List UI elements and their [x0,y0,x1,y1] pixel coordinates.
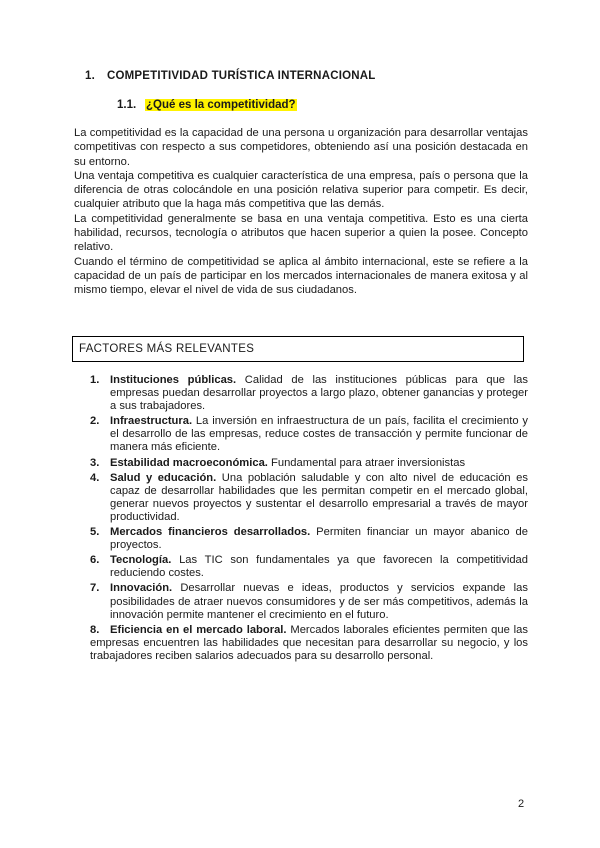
factor-item [90,415,528,454]
factor-number: 2. [90,415,100,428]
factor-title: Innovación. [110,582,173,595]
factor-text: Las TIC son fundamentales ya que favorecen la competitividad reduciendo costes. [110,554,528,580]
factor-item [90,554,528,580]
factor-item [90,582,528,621]
factor-text: Fundamental para atraer inversionistas [267,456,466,469]
factor-text: Permiten financiar un mayor abanico de proyectos. [110,526,528,552]
factor-number: 4. [90,471,100,484]
factors-box-title: FACTORES MÁS RELEVANTES [72,336,524,362]
factor-title: Mercados financieros desarrollados. [110,526,311,539]
factor-text: Desarrollar nuevas e ideas, productos y servicios expande las posibilidades de atraer nuevos consumidores y de ser más competitivos, además la innovación permite mantener el crecimiento en el futuro. [110,582,528,621]
factor-item [90,624,528,663]
subsection-heading-number: 1.1. [117,99,137,111]
factor-number: 5. [90,526,100,539]
factor-title: Eficiencia en el mercado laboral. [110,623,287,636]
paragraph: La competitividad generalmente se basa en una ventaja competitiva. Esto es una cierta habilidad, recursos, tecnología o atributos que hacen superior a quien la posee. Concepto relativo. [74,212,528,254]
section-heading-title: COMPETITIVIDAD TURÍSTICA INTERNACIONAL [107,70,376,82]
paragraph: Cuando el término de competitividad se aplica al ámbito internacional, este se refiere a la capacidad de un país de participar en los mercados internacionales de manera exitosa y al mismo tiempo, elevar el nivel de vida de sus ciudadanos. [74,255,528,297]
factor-number: 8. [90,623,100,636]
factor-text: La inversión en infraestructura de un país, facilita el crecimiento y el desarrollo de las empresas, reduce costes de transacción y permite funcionar de manera más eficiente. [110,415,528,454]
page-number: 2 [518,798,525,810]
body-text [74,126,528,298]
subsection-heading-title: ¿Qué es la competitividad? [146,99,296,111]
factor-title: Salud y educación. [110,471,217,484]
section-heading [85,70,375,82]
factor-number: 7. [90,582,100,595]
factor-title: Instituciones públicas. [110,374,237,386]
factor-text: Mercados laborales eficientes permiten que las empresas encuentren las habilidades que necesitan para desarrollar su negocio, y los trabajadores reciben salarios adecuados para su desarrollo personal. [90,623,528,662]
factor-item [90,374,528,413]
factor-title: Estabilidad macroeconómica. [110,456,268,469]
section-heading-number: 1. [85,70,95,82]
factor-number: 3. [90,456,100,469]
factors-list [90,374,528,665]
factor-number: 6. [90,554,100,567]
factor-title: Tecnología. [110,554,172,567]
factor-text: Calidad de las instituciones públicas para que las empresas puedan desarrollar proyectos a largo plazo, obtener ganancias y proteger a sus trabajadores. [110,374,528,413]
factor-text: Una población saludable y con alto nivel de educación es capaz de desarrollar habilidades que les permitan competir en el mercado global, generar nuevos proyectos y sustentar el desarrollo empresarial a través de mayor productividad. [110,471,529,523]
factor-item [90,526,528,552]
subsection-heading [117,99,297,111]
paragraph: La competitividad es la capacidad de una persona u organización para desarrollar ventajas competitivas con respecto a sus competidores, obteniendo así una posición destacada en su entorno. [74,127,528,168]
factor-item [90,472,528,524]
factor-title: Infraestructura. [110,415,193,428]
factor-item [90,457,528,470]
paragraph: Una ventaja competitiva es cualquier característica de una empresa, país o persona que la diferencia de otras colocándole en una posición relativa superior para competir. Es decir, cualquier atributo que la haga más competitiva que las demás. [74,169,528,211]
factor-number: 1. [90,374,100,386]
